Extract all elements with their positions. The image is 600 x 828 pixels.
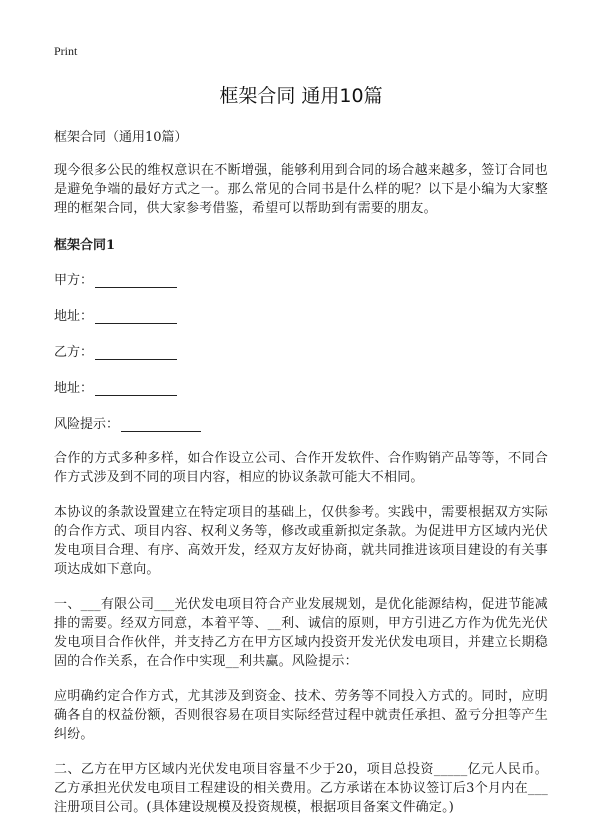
body-paragraph: 本协议的条款设置建立在特定项目的基础上，仅供参考。实践中，需要根据双方实际的合作方式、项目内容、权利义务等，修改或重新拟定条款。为促进甲方区域内光伏发电项目合理、有序、高效开发，经双方友好协商，就共同推进该项目建设的有关事项达成如下意向。 bbox=[54, 505, 548, 577]
section-heading: 框架合同1 bbox=[54, 238, 116, 253]
fill-in-blank bbox=[95, 381, 177, 396]
field-label: 甲方： bbox=[54, 273, 94, 288]
document-title: 框架合同 通用10篇 bbox=[219, 85, 383, 107]
body-paragraph: 二、乙方在甲方区域内光伏发电项目容量不少于20，项目总投资_____亿元人民币。乙方承担光伏发电项目工程建设的相关费用。乙方承诺在本协议签订后3个月内在___注册项目公司。(具体建设规模及投资规模，根据项目备案文件确定。) bbox=[54, 762, 548, 815]
body-paragraph: 合作的方式多种多样，如合作设立公司、合作开发软件、合作购销产品等等，不同合作方式涉及到不同的项目内容，相应的协议条款可能大不相同。 bbox=[54, 451, 548, 485]
party-a-address-field bbox=[54, 305, 548, 324]
fill-in-blank bbox=[121, 417, 201, 432]
risk-warning-field bbox=[54, 413, 548, 432]
field-label: 地址： bbox=[54, 309, 94, 324]
intro-paragraph: 现今很多公民的维权意识在不断增强，能够利用到合同的场合越来越多，签订合同也是避免争端的最好方式之一。那么常见的合同书是什么样的呢？以下是小编为大家整理的框架合同，供大家参考借鉴，希望可以帮助到有需要的朋友。 bbox=[54, 163, 548, 216]
document-subtitle: 框架合同（通用10篇） bbox=[54, 130, 188, 145]
fill-in-blank bbox=[95, 273, 177, 288]
field-label: 乙方： bbox=[54, 345, 94, 360]
field-label: 地址： bbox=[54, 381, 94, 396]
party-a-field bbox=[54, 269, 548, 288]
fill-in-blank bbox=[95, 345, 177, 360]
party-b-field bbox=[54, 341, 548, 360]
party-b-address-field bbox=[54, 377, 548, 396]
field-label: 风险提示： bbox=[54, 417, 120, 432]
body-paragraph: 一、___有限公司___光伏发电项目符合产业发展规划，是优化能源结构，促进节能减排的需要。经双方同意，本着平等、__利、诚信的原则，甲方引进乙方作为优先光伏发电项目合作伙伴，并支持乙方在甲方区域内投资开发光伏发电项目，并建立长期稳固的合作关系，在合作中实现__利共赢。风险提示： bbox=[54, 597, 548, 669]
print-label: Print bbox=[54, 44, 78, 58]
body-paragraph: 应明确约定合作方式，尤其涉及到资金、技术、劳务等不同投入方式的。同时，应明确各自的权益份额，否则很容易在项目实际经营过程中就责任承担、盈亏分担等产生纠纷。 bbox=[54, 689, 548, 742]
fill-in-blank bbox=[95, 309, 177, 324]
